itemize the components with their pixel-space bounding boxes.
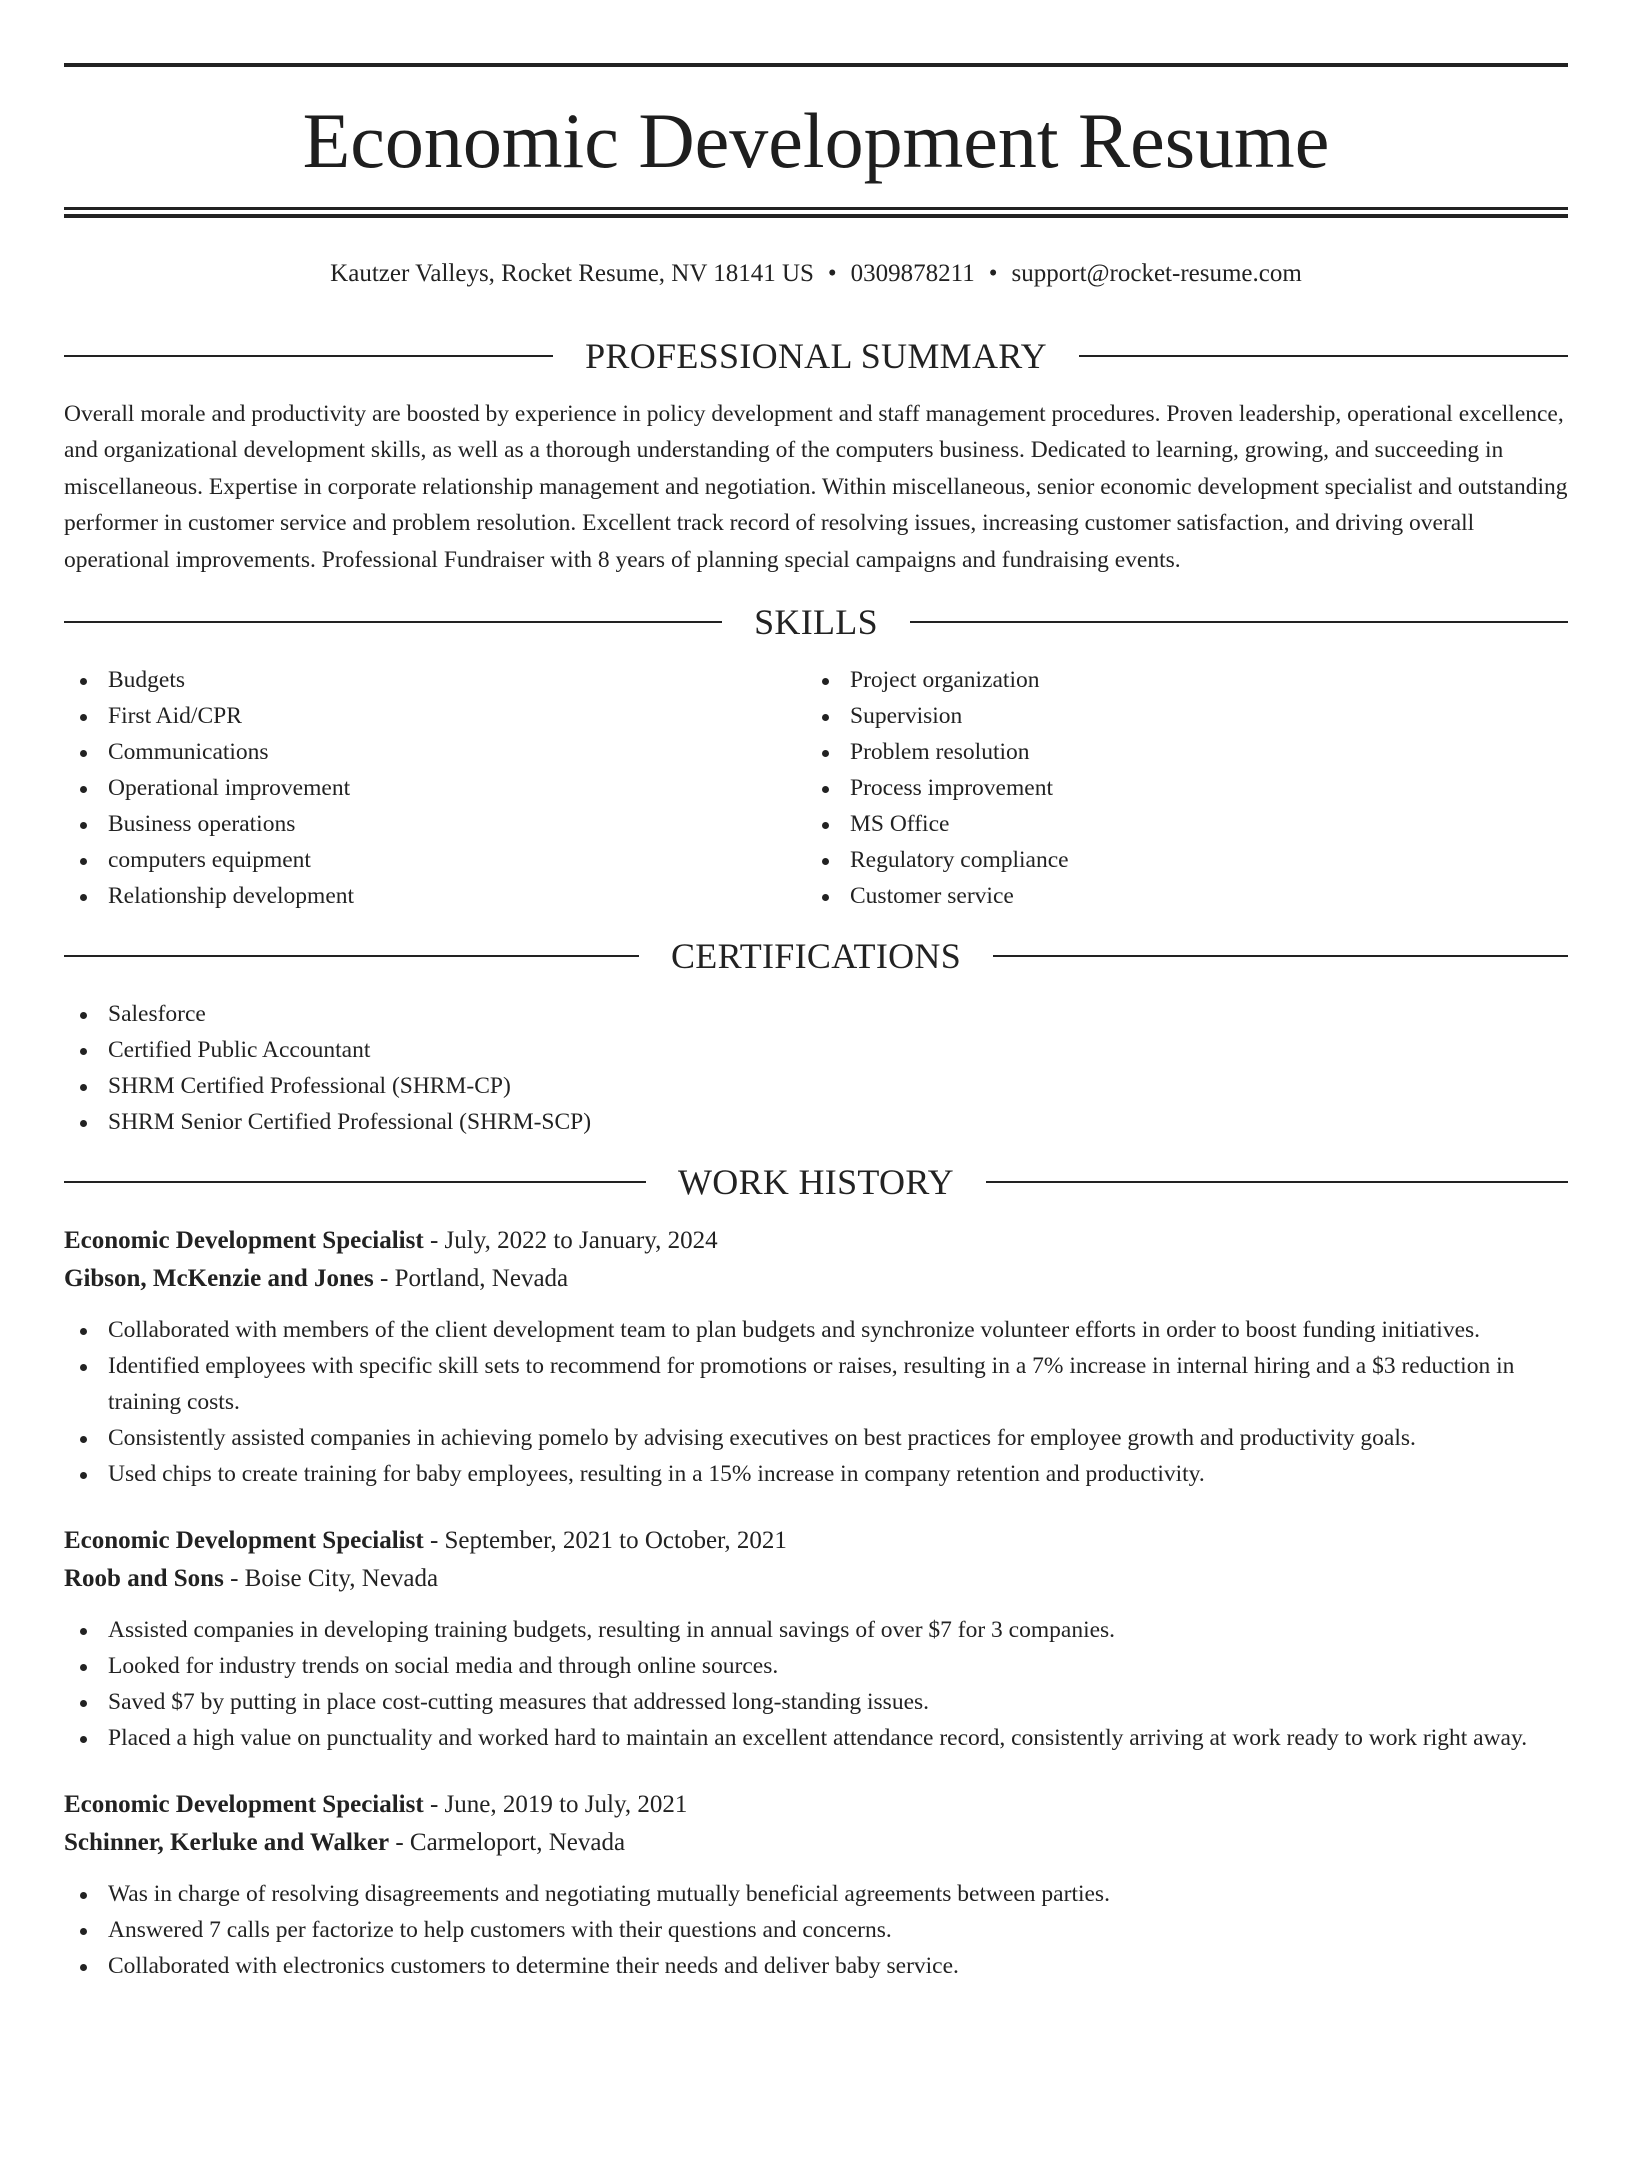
job-bullet: Saved $7 by putting in place cost-cutting measures that addressed long-standing issues. xyxy=(64,1684,1568,1720)
job-entry xyxy=(64,1786,1568,1984)
certification-item: SHRM Senior Certified Professional (SHRM-SCP) xyxy=(64,1104,1568,1140)
section-rule xyxy=(986,1181,1568,1183)
section-title-summary: PROFESSIONAL SUMMARY xyxy=(585,336,1047,376)
section-header-work-history xyxy=(64,1154,1568,1210)
section-rule xyxy=(64,1181,646,1183)
certifications-list xyxy=(64,996,1568,1140)
job-bullets xyxy=(64,1312,1568,1492)
job-company-line xyxy=(64,1560,1568,1598)
section-title-certifications: CERTIFICATIONS xyxy=(670,936,962,977)
skill-item: Project organization xyxy=(806,662,1548,698)
skill-item: Communications xyxy=(64,734,806,770)
job-bullet: Assisted companies in developing training budgets, resulting in annual savings of over $7 for 3 companies. xyxy=(64,1612,1568,1648)
skills-list-right xyxy=(806,662,1548,914)
job-dates: - June, 2019 to July, 2021 xyxy=(423,1791,688,1819)
section-title-skills: SKILLS xyxy=(754,602,878,643)
contact-separator: • xyxy=(988,260,998,287)
skill-item: Customer service xyxy=(806,878,1548,914)
job-location: - Carmeloport, Nevada xyxy=(389,1829,626,1857)
skills-list-left xyxy=(64,662,806,914)
job-company: Schinner, Kerluke and Walker xyxy=(64,1829,390,1857)
contact-email: support@rocket-resume.com xyxy=(1011,260,1302,287)
job-bullet: Answered 7 calls per factorize to help customers with their questions and concerns. xyxy=(64,1912,1568,1948)
job-company-line xyxy=(64,1824,1568,1862)
job-title-line xyxy=(64,1522,1568,1560)
certification-item: Certified Public Accountant xyxy=(64,1032,1568,1068)
section-rule xyxy=(64,621,722,623)
section-header-skills xyxy=(64,594,1568,650)
job-title-line xyxy=(64,1786,1568,1824)
job-bullet: Identified employees with specific skill sets to recommend for promotions or raises, resulting in a 7% increase in internal hiring and a $3 reduction in training costs. xyxy=(64,1348,1568,1420)
skill-item: Problem resolution xyxy=(806,734,1548,770)
job-bullet: Was in charge of resolving disagreements and negotiating mutually beneficial agreements between parties. xyxy=(64,1876,1568,1912)
section-rule xyxy=(993,955,1568,957)
contact-separator: • xyxy=(827,260,837,287)
skill-item: Supervision xyxy=(806,698,1548,734)
summary-text: Overall morale and productivity are boosted by experience in policy development and staff management procedures. Proven leadership, operational excellence, and organizational development skills, as well as a thorough understanding of the computers business. Dedicated to learning, growing, and succeeding in miscellaneous. Expertise in corporate relationship management and negotiation. Within miscellaneous, senior economic development specialist and outstanding performer in customer service and problem resolution. Excellent track record of resolving issues, increasing customer satisfaction, and driving overall operational improvements. Professional Fundraiser with 8 years of planning special campaigns and fundraising events. xyxy=(64,401,1568,573)
section-title-work-history: WORK HISTORY xyxy=(678,1162,954,1203)
section-header-summary xyxy=(64,328,1568,384)
job-bullets xyxy=(64,1876,1568,1984)
title-double-rule xyxy=(64,207,1568,218)
skill-item: First Aid/CPR xyxy=(64,698,806,734)
skill-item: MS Office xyxy=(806,806,1548,842)
section-rule xyxy=(64,955,639,957)
skill-item: Budgets xyxy=(64,662,806,698)
certification-item: Salesforce xyxy=(64,996,1568,1032)
skill-item: computers equipment xyxy=(64,842,806,878)
job-title: Economic Development Specialist xyxy=(64,1227,424,1255)
contact-line xyxy=(64,254,1568,294)
job-bullets xyxy=(64,1612,1568,1756)
section-header-certifications xyxy=(64,928,1568,984)
job-dates: - September, 2021 to October, 2021 xyxy=(423,1527,787,1555)
section-rule xyxy=(64,355,553,357)
contact-address: Kautzer Valleys, Rocket Resume, NV 18141 US xyxy=(330,260,814,287)
section-rule xyxy=(910,621,1568,623)
job-bullet: Used chips to create training for baby employees, resulting in a 15% increase in company retention and productivity. xyxy=(64,1456,1568,1492)
job-location: - Portland, Nevada xyxy=(373,1265,569,1293)
skill-item: Process improvement xyxy=(806,770,1548,806)
job-dates: - July, 2022 to January, 2024 xyxy=(423,1227,718,1255)
job-company-line xyxy=(64,1260,1568,1298)
section-rule xyxy=(1079,355,1568,357)
job-bullet: Placed a high value on punctuality and worked hard to maintain an excellent attendance record, consistently arriving at work ready to work right away. xyxy=(64,1720,1568,1756)
resume-title: Economic Development Resume xyxy=(302,97,1330,184)
job-title: Economic Development Specialist xyxy=(64,1527,424,1555)
skill-item: Business operations xyxy=(64,806,806,842)
contact-phone: 0309878211 xyxy=(850,260,975,287)
job-bullet: Looked for industry trends on social media and through online sources. xyxy=(64,1648,1568,1684)
job-location: - Boise City, Nevada xyxy=(223,1565,439,1593)
skill-item: Operational improvement xyxy=(64,770,806,806)
job-entry xyxy=(64,1222,1568,1492)
skill-item: Relationship development xyxy=(64,878,806,914)
job-company: Roob and Sons xyxy=(64,1565,224,1593)
skills-columns xyxy=(64,662,1568,914)
resume-page xyxy=(0,63,1632,2175)
job-title-line xyxy=(64,1222,1568,1260)
job-bullet: Collaborated with members of the client development team to plan budgets and synchronize volunteer efforts in order to boost funding initiatives. xyxy=(64,1312,1568,1348)
job-entry xyxy=(64,1522,1568,1756)
job-bullet: Consistently assisted companies in achieving pomelo by advising executives on best practices for employee growth and productivity goals. xyxy=(64,1420,1568,1456)
certification-item: SHRM Certified Professional (SHRM-CP) xyxy=(64,1068,1568,1104)
skill-item: Regulatory compliance xyxy=(806,842,1548,878)
job-bullet: Collaborated with electronics customers to determine their needs and deliver baby service. xyxy=(64,1948,1568,1984)
job-title: Economic Development Specialist xyxy=(64,1791,424,1819)
job-company: Gibson, McKenzie and Jones xyxy=(64,1265,374,1293)
